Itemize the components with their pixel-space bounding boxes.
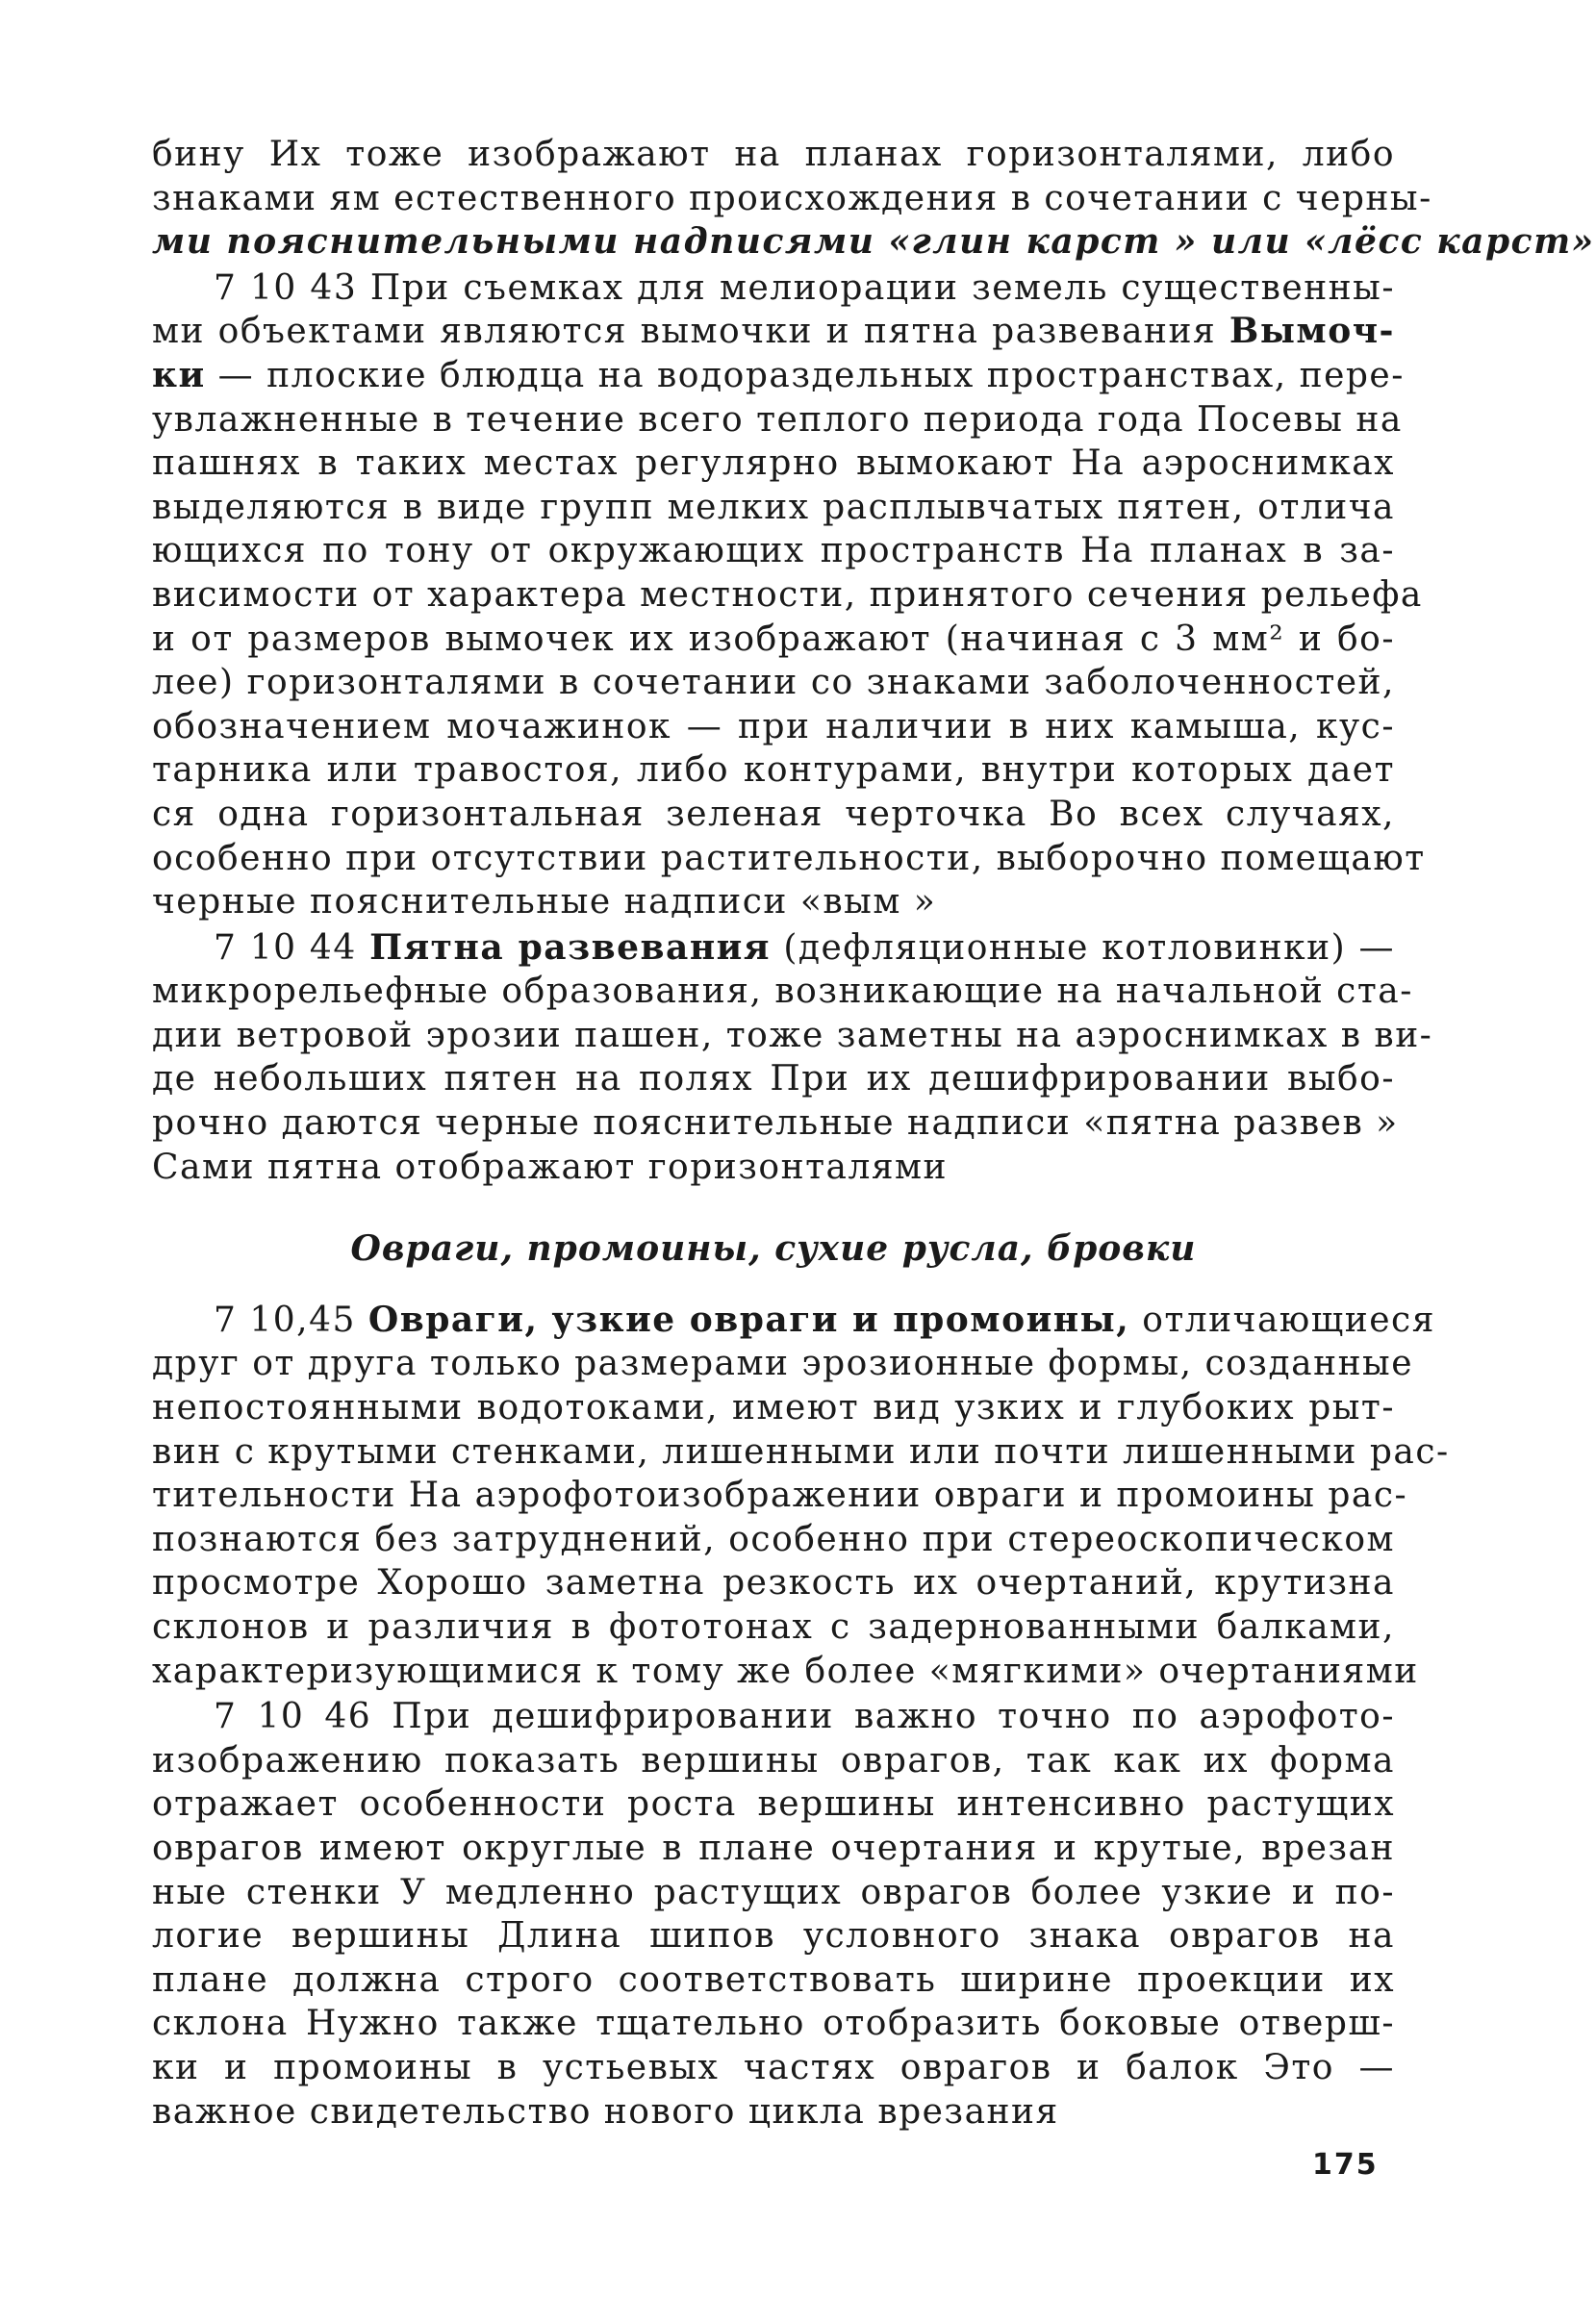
text-line: ся одна горизонтальная зеленая черточка Во всех случаях, [152,794,1395,834]
text-run: отличающиеся [1129,1300,1435,1340]
text-line: друг от друга только размерами эрозионные формы, созданные [152,1344,1414,1384]
text-line: знаками ям естественного происхождения в сочетании с черны- [152,178,1432,218]
term-bold: Пятна развевания [369,926,771,968]
text-line: бину Их тоже изображают на планах горизонталями, либо [152,135,1395,174]
text-line: вин с крутыми стенками, лишенными или почти лишенными рас- [152,1431,1450,1472]
text-line: Сами пятна отображают горизонталями [152,1147,949,1187]
text-line: черные пояснительные надписи «вым » [152,882,937,922]
text-line: ные стенки У медленно растущих оврагов более узкие и по- [152,1872,1395,1912]
text-run: (дефляционные котловинки) — [770,927,1396,968]
text-line: рочно даются черные пояснительные надписи «пятна развев » [152,1103,1399,1144]
text-line [152,1695,1395,1739]
text-line: характеризующимися к тому же более «мягкими» очертаниями [152,1651,1419,1691]
paragraph-7-10-43 [152,266,1426,924]
paragraph-7-10-45 [152,1299,1450,1693]
text-run: 7 10 46 При дешифрировании важно точно по аэрофото- [214,1697,1395,1737]
page-number: 175 [1312,2148,1379,2182]
term-bold: ки [152,354,206,395]
text-run: 7 10 44 [214,927,370,968]
text-line: плане должна строго соответствовать ширине проекции их [152,1959,1395,2000]
paragraph-7-10-44 [152,926,1433,1190]
text-line: де небольших пятен на полях При их дешифрировании выбо- [152,1059,1395,1099]
text-line: обозначением мочажинок — при наличии в них камыша, кус- [152,706,1395,746]
text-line: увлажненные в течение всего теплого периода года Посевы на [152,399,1403,440]
text-run: — плоские блюдца на водораздельных пространствах, пере- [205,355,1405,395]
text-line: тительности На аэрофотоизображении овраги и промоины рас- [152,1476,1408,1516]
text-line: склона Нужно также тщательно отобразить боковые отверш- [152,2004,1395,2044]
text-line [152,1299,1435,1343]
text-line: особенно при отсутствии растительности, выборочно помещают [152,838,1426,878]
text-line: ми пояснительными надписями «глин карст » или «лёсс карст» [152,221,1595,263]
text-line: склонов и различия в фототонах с задернованными балками, [152,1607,1395,1647]
section-heading: Овраги, промоины, сухие русла, бровки [350,1228,1197,1270]
text-line [152,926,1395,971]
text-line: ющихся по тону от окружающих пространств На планах в за- [152,531,1395,571]
term-bold: Вымоч- [1229,311,1395,352]
text-line [152,310,1395,354]
text-line: непостоянными водотоками, имеют вид узких и глубоких рыт- [152,1388,1395,1428]
text-line: познаются без затруднений, особенно при стереоскопическом [152,1519,1395,1559]
text-run: ми объектами являются вымочки и пятна развевания [152,312,1229,352]
text-line: ки и промоины в устьевых частях оврагов и балок Это — [152,2047,1395,2087]
paragraph-continued [152,133,1595,265]
text-line: выделяются в виде групп мелких расплывчатых пятен, отлича [152,487,1395,527]
text-run: 7 10 43 При съемках для мелиорации земель существенны- [214,267,1395,308]
text-line [152,354,1405,398]
text-line: изображению показать вершины оврагов, так как их форма [152,1740,1395,1781]
text-line: оврагов имеют округлые в плане очертания и крутые, врезан [152,1828,1395,1868]
text-line: дии ветровой эрозии пашен, тоже заметны на аэроснимках в ви- [152,1015,1433,1055]
text-column [152,133,1595,2135]
text-line: логие вершины Длина шипов условного знака оврагов на [152,1916,1395,1957]
text-line: просмотре Хорошо заметна резкость их очертаний, крутизна [152,1563,1395,1604]
text-line [152,266,1395,311]
paragraph-7-10-46 [152,1695,1395,2134]
text-line: тарника или травостоя, либо контурами, внутри которых дает [152,750,1395,791]
term-bold: Овраги, узкие овраги и промоины, [367,1299,1130,1340]
text-line: отражает особенности роста вершины интенсивно растущих [152,1784,1395,1825]
text-line: важное свидетельство нового цикла врезания [152,2091,1059,2132]
text-line: пашнях в таких местах регулярно вымокают На аэроснимках [152,443,1395,484]
text-run: 7 10,45 [214,1300,368,1340]
text-line: висимости от характера местности, принятого сечения рельефа [152,574,1423,615]
text-line: лее) горизонталями в сочетании со знаками заболоченностей, [152,663,1395,703]
text-line: и от размеров вымочек их изображают (начиная с 3 мм² и бо- [152,619,1395,659]
text-line: микрорельефные образования, возникающие на начальной ста- [152,972,1413,1012]
